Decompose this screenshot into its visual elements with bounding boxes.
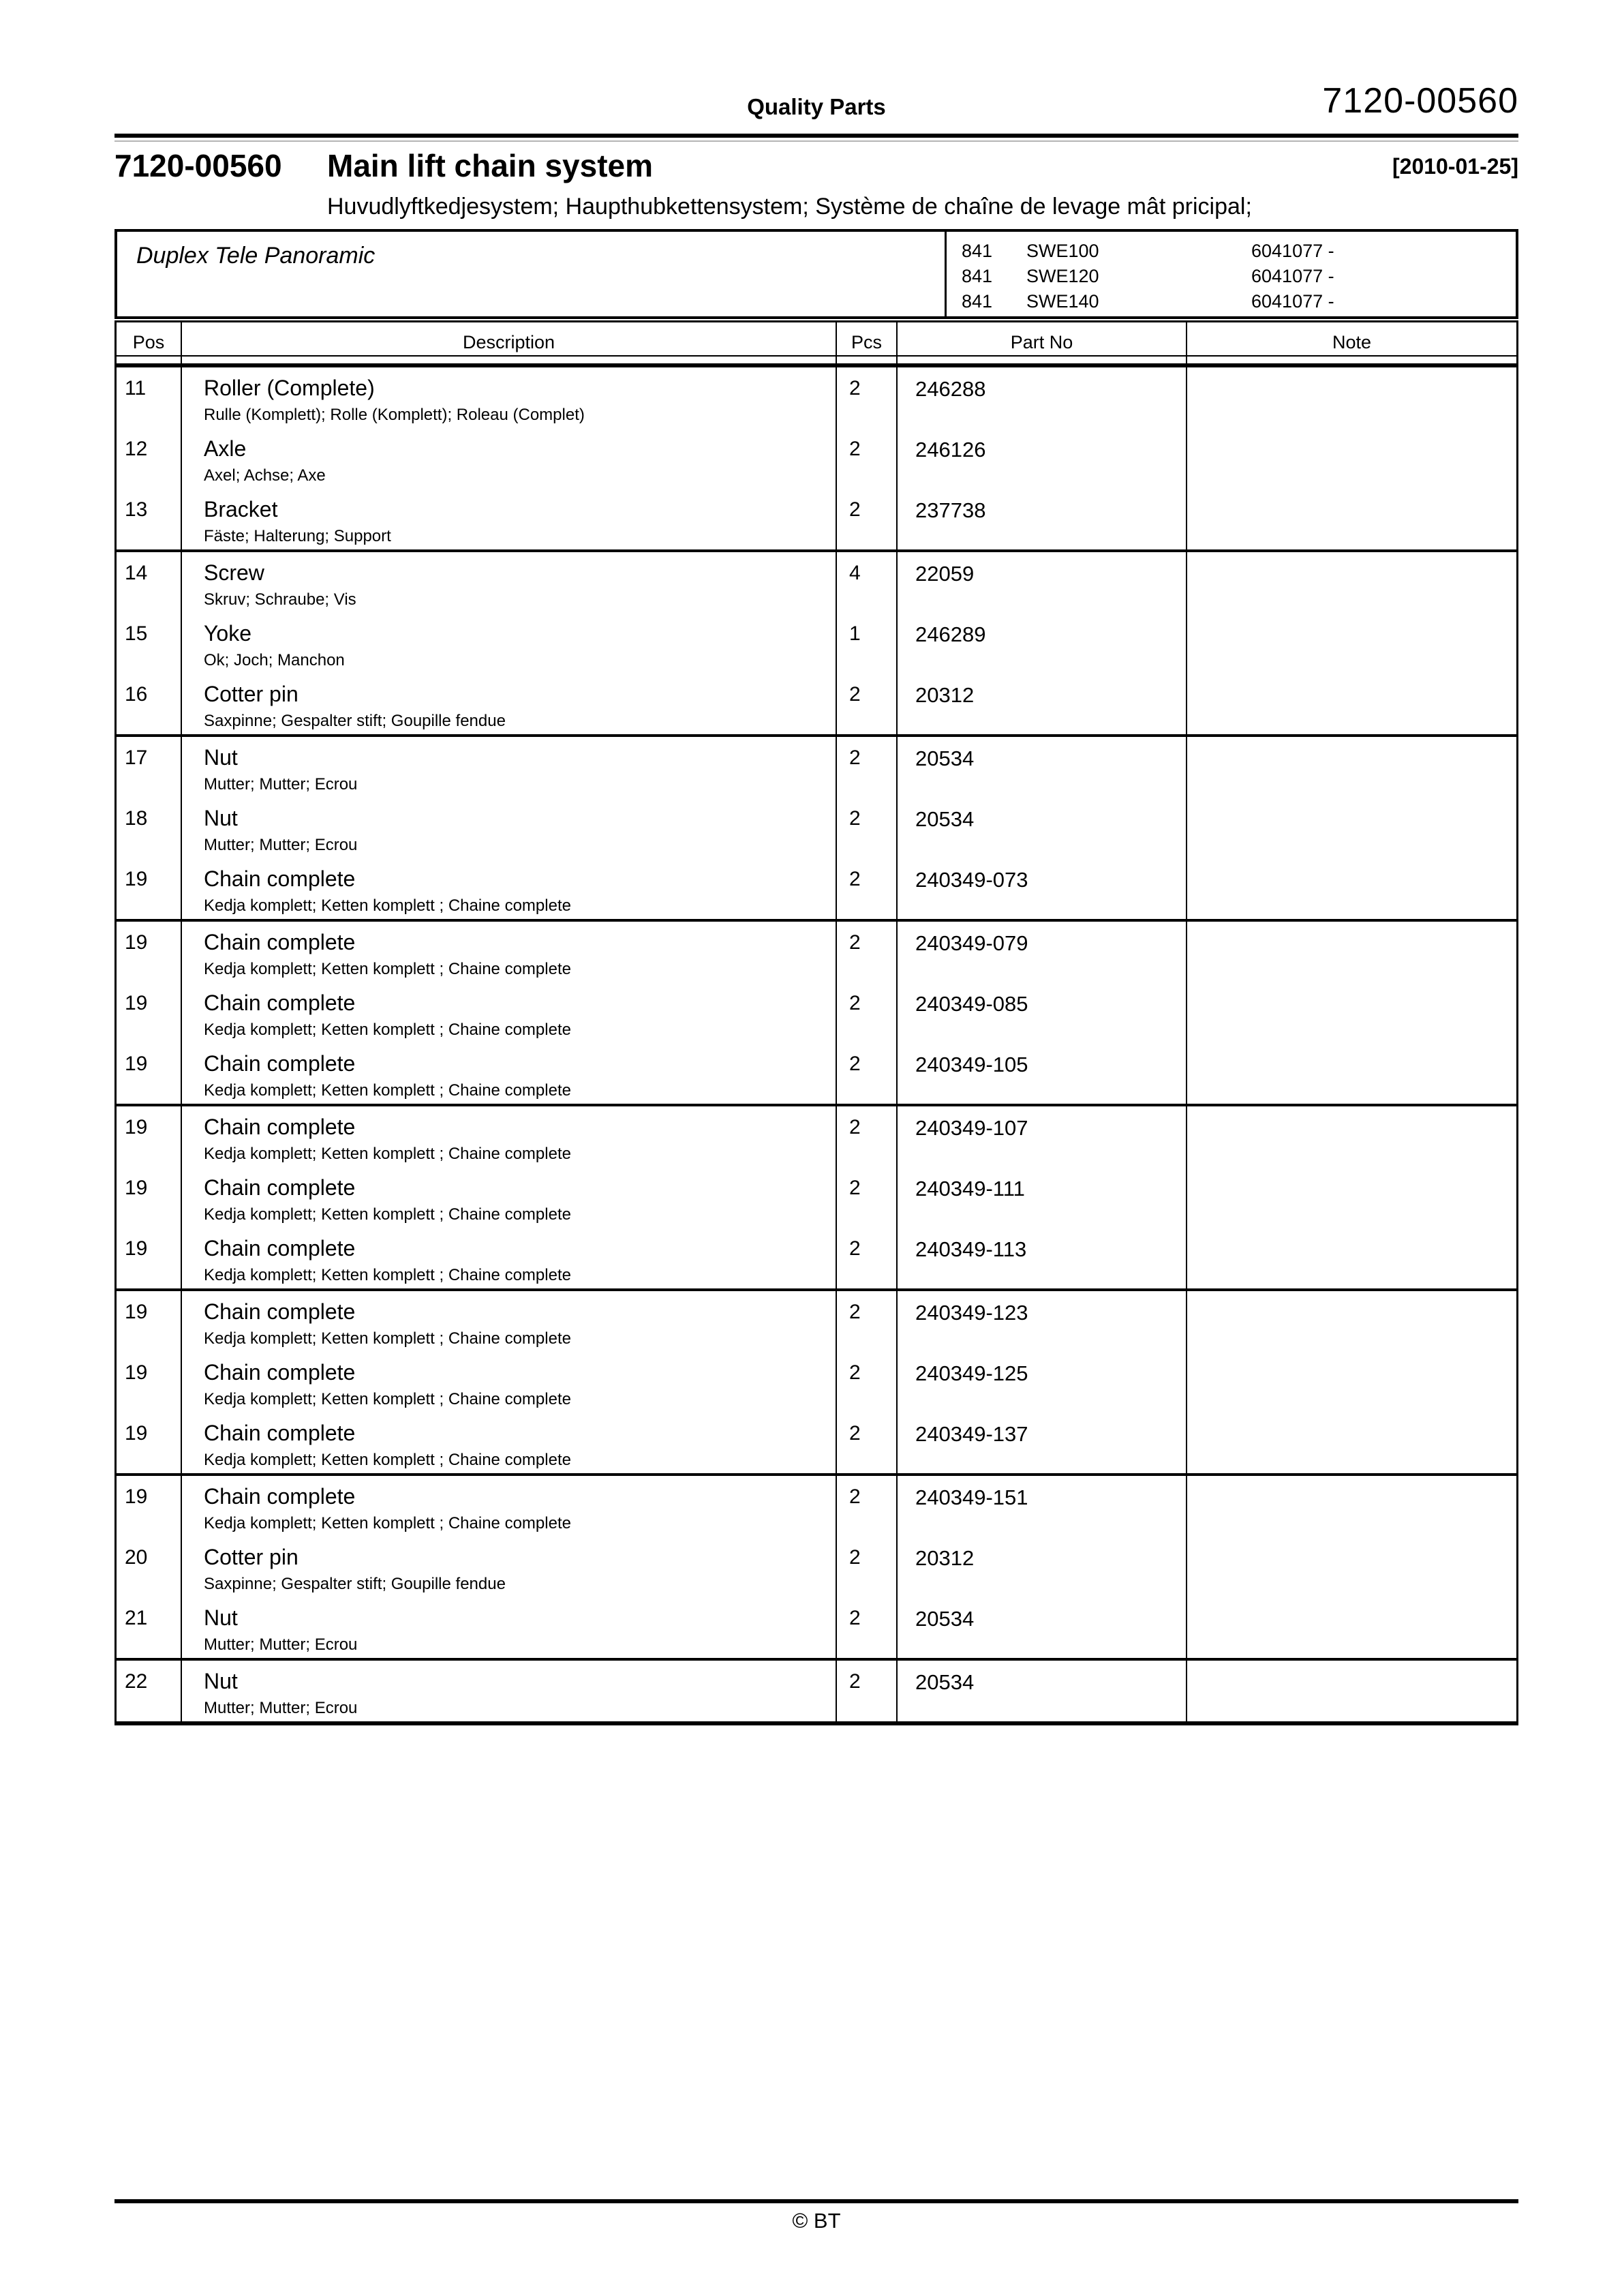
cell-note bbox=[1187, 1167, 1516, 1228]
cell-description bbox=[182, 428, 837, 489]
cell-part-no: 240349-123 bbox=[898, 1291, 1187, 1352]
header-rule-shadow bbox=[114, 140, 1518, 142]
cell-description bbox=[182, 1661, 837, 1721]
cell-pcs: 1 bbox=[837, 613, 898, 674]
variant-serial: 6041077 - bbox=[1251, 291, 1334, 312]
cell-note bbox=[1187, 552, 1516, 613]
description-main: Chain complete bbox=[204, 1051, 356, 1076]
table-row bbox=[117, 367, 1516, 428]
model-name-cell bbox=[117, 232, 947, 316]
description-translations: Kedja komplett; Ketten komplett ; Chaine complete bbox=[204, 1081, 571, 1100]
parts-table-header bbox=[117, 322, 1516, 357]
variant-row bbox=[962, 264, 1516, 289]
column-header-pos: Pos bbox=[117, 322, 182, 357]
description-translations: Kedja komplett; Ketten komplett ; Chaine complete bbox=[204, 1145, 571, 1163]
table-row bbox=[117, 613, 1516, 674]
description-main: Chain complete bbox=[204, 1484, 356, 1509]
cell-pcs: 2 bbox=[837, 428, 898, 489]
cell-description bbox=[182, 922, 837, 982]
cell-description bbox=[182, 858, 837, 919]
table-row bbox=[117, 1597, 1516, 1658]
cell-description bbox=[182, 552, 837, 613]
variant-model: SWE120 bbox=[1026, 266, 1099, 286]
table-row bbox=[117, 1661, 1516, 1721]
cell-part-no: 20534 bbox=[898, 1661, 1187, 1721]
cell-note bbox=[1187, 367, 1516, 428]
description-translations: Kedja komplett; Ketten komplett ; Chaine complete bbox=[204, 1021, 571, 1039]
cell-pcs: 2 bbox=[837, 1537, 898, 1597]
model-box bbox=[114, 229, 1518, 319]
row-group bbox=[117, 549, 1516, 734]
description-translations: Mutter; Mutter; Ecrou bbox=[204, 1699, 358, 1717]
cell-pcs: 2 bbox=[837, 1661, 898, 1721]
cell-pos: 19 bbox=[117, 1106, 182, 1167]
parts-table bbox=[114, 320, 1518, 1725]
cell-description bbox=[182, 1413, 837, 1473]
description-translations: Kedja komplett; Ketten komplett ; Chaine complete bbox=[204, 960, 571, 978]
cell-pcs: 2 bbox=[837, 1043, 898, 1104]
cell-note bbox=[1187, 1352, 1516, 1413]
cell-pos: 19 bbox=[117, 922, 182, 982]
cell-part-no: 240349-085 bbox=[898, 982, 1187, 1043]
cell-note bbox=[1187, 858, 1516, 919]
cell-description bbox=[182, 1291, 837, 1352]
cell-description bbox=[182, 1537, 837, 1597]
row-group bbox=[117, 919, 1516, 1104]
table-row bbox=[117, 1106, 1516, 1167]
cell-description bbox=[182, 798, 837, 858]
description-main: Roller (Complete) bbox=[204, 376, 375, 400]
footer-rule bbox=[114, 2199, 1518, 2203]
cell-description bbox=[182, 1167, 837, 1228]
table-row bbox=[117, 674, 1516, 734]
table-row bbox=[117, 1537, 1516, 1597]
cell-description bbox=[182, 982, 837, 1043]
variant-serial: 6041077 - bbox=[1251, 266, 1334, 286]
cell-pos: 19 bbox=[117, 1413, 182, 1473]
cell-part-no: 246126 bbox=[898, 428, 1187, 489]
cell-pcs: 2 bbox=[837, 674, 898, 734]
cell-note bbox=[1187, 1537, 1516, 1597]
table-row bbox=[117, 489, 1516, 549]
cell-description bbox=[182, 489, 837, 549]
description-main: Chain complete bbox=[204, 866, 356, 891]
cell-description bbox=[182, 1228, 837, 1288]
cell-part-no: 240349-151 bbox=[898, 1476, 1187, 1537]
cell-pcs: 2 bbox=[837, 1291, 898, 1352]
table-row bbox=[117, 922, 1516, 982]
description-main: Chain complete bbox=[204, 1421, 356, 1445]
table-row bbox=[117, 1291, 1516, 1352]
cell-part-no: 240349-107 bbox=[898, 1106, 1187, 1167]
page-header-label: Quality Parts bbox=[747, 94, 886, 119]
row-group bbox=[117, 734, 1516, 919]
description-translations: Mutter; Mutter; Ecrou bbox=[204, 836, 358, 854]
cell-pos: 22 bbox=[117, 1661, 182, 1721]
cell-pcs: 2 bbox=[837, 489, 898, 549]
table-row bbox=[117, 428, 1516, 489]
cell-note bbox=[1187, 489, 1516, 549]
description-main: Chain complete bbox=[204, 1175, 356, 1200]
cell-pos: 19 bbox=[117, 1043, 182, 1104]
description-translations: Kedja komplett; Ketten komplett ; Chaine complete bbox=[204, 1451, 571, 1469]
row-group bbox=[117, 1473, 1516, 1658]
cell-pcs: 2 bbox=[837, 367, 898, 428]
description-translations: Kedja komplett; Ketten komplett ; Chaine complete bbox=[204, 896, 571, 915]
cell-description bbox=[182, 1106, 837, 1167]
description-main: Screw bbox=[204, 560, 264, 585]
cell-description bbox=[182, 613, 837, 674]
cell-pcs: 2 bbox=[837, 1413, 898, 1473]
row-group bbox=[117, 1658, 1516, 1721]
cell-pos: 16 bbox=[117, 674, 182, 734]
cell-part-no: 20534 bbox=[898, 798, 1187, 858]
cell-pos: 13 bbox=[117, 489, 182, 549]
page-subtitle: Huvudlyftkedjesystem; Haupthubkettensystem; Système de chaîne de levage mât pricipal; bbox=[327, 194, 1252, 220]
cell-part-no: 20312 bbox=[898, 1537, 1187, 1597]
table-row bbox=[117, 737, 1516, 798]
cell-part-no: 20312 bbox=[898, 674, 1187, 734]
row-group bbox=[117, 1104, 1516, 1288]
table-row bbox=[117, 552, 1516, 613]
cell-pcs: 2 bbox=[837, 1597, 898, 1658]
cell-part-no: 240349-079 bbox=[898, 922, 1187, 982]
description-main: Nut bbox=[204, 1605, 238, 1630]
variant-model: SWE100 bbox=[1026, 241, 1099, 261]
cell-part-no: 20534 bbox=[898, 1597, 1187, 1658]
cell-note bbox=[1187, 1476, 1516, 1537]
cell-part-no: 240349-105 bbox=[898, 1043, 1187, 1104]
description-translations: Ok; Joch; Manchon bbox=[204, 651, 345, 669]
cell-description bbox=[182, 367, 837, 428]
cell-pcs: 2 bbox=[837, 737, 898, 798]
cell-pos: 21 bbox=[117, 1597, 182, 1658]
table-row bbox=[117, 1043, 1516, 1104]
description-main: Cotter pin bbox=[204, 1545, 299, 1569]
variant-code: 841 bbox=[962, 266, 993, 286]
description-translations: Axel; Achse; Axe bbox=[204, 466, 326, 485]
cell-note bbox=[1187, 737, 1516, 798]
description-main: Chain complete bbox=[204, 991, 356, 1015]
cell-note bbox=[1187, 1661, 1516, 1721]
cell-part-no: 246288 bbox=[898, 367, 1187, 428]
cell-pos: 19 bbox=[117, 1167, 182, 1228]
variant-row bbox=[962, 289, 1516, 314]
table-row bbox=[117, 858, 1516, 919]
description-main: Bracket bbox=[204, 497, 278, 522]
description-translations: Kedja komplett; Ketten komplett ; Chaine complete bbox=[204, 1329, 571, 1348]
cell-description bbox=[182, 1043, 837, 1104]
table-row bbox=[117, 1413, 1516, 1473]
cell-note bbox=[1187, 1106, 1516, 1167]
cell-pos: 18 bbox=[117, 798, 182, 858]
cell-pos: 19 bbox=[117, 982, 182, 1043]
cell-pos: 19 bbox=[117, 1476, 182, 1537]
description-translations: Rulle (Komplett); Rolle (Komplett); Roleau (Complet) bbox=[204, 406, 585, 424]
cell-note bbox=[1187, 428, 1516, 489]
description-main: Nut bbox=[204, 1669, 238, 1693]
cell-note bbox=[1187, 1413, 1516, 1473]
description-main: Chain complete bbox=[204, 930, 356, 954]
parts-table-body bbox=[117, 365, 1516, 1721]
cell-pos: 17 bbox=[117, 737, 182, 798]
description-main: Chain complete bbox=[204, 1360, 356, 1385]
cell-description bbox=[182, 1352, 837, 1413]
description-main: Nut bbox=[204, 745, 238, 770]
page-header-doc-number: 7120-00560 bbox=[1322, 81, 1518, 121]
cell-pcs: 4 bbox=[837, 552, 898, 613]
footer-copyright: © BT bbox=[792, 2209, 841, 2233]
description-main: Yoke bbox=[204, 621, 251, 646]
table-row bbox=[117, 1476, 1516, 1537]
variant-serial: 6041077 - bbox=[1251, 241, 1334, 261]
cell-pcs: 2 bbox=[837, 1476, 898, 1537]
cell-note bbox=[1187, 1597, 1516, 1658]
description-main: Nut bbox=[204, 806, 238, 830]
cell-pcs: 2 bbox=[837, 922, 898, 982]
variant-row bbox=[962, 239, 1516, 264]
cell-part-no: 240349-113 bbox=[898, 1228, 1187, 1288]
cell-note bbox=[1187, 922, 1516, 982]
cell-pcs: 2 bbox=[837, 982, 898, 1043]
description-translations: Kedja komplett; Ketten komplett ; Chaine complete bbox=[204, 1266, 571, 1284]
cell-pos: 20 bbox=[117, 1537, 182, 1597]
table-row bbox=[117, 1167, 1516, 1228]
cell-part-no: 240349-073 bbox=[898, 858, 1187, 919]
cell-pos: 19 bbox=[117, 1352, 182, 1413]
column-header-description: Description bbox=[182, 322, 837, 357]
assembly-number: 7120-00560 bbox=[114, 148, 282, 183]
variant-model: SWE140 bbox=[1026, 291, 1099, 312]
cell-part-no: 240349-137 bbox=[898, 1413, 1187, 1473]
table-row bbox=[117, 1352, 1516, 1413]
cell-part-no: 20534 bbox=[898, 737, 1187, 798]
table-row bbox=[117, 1228, 1516, 1288]
cell-part-no: 246289 bbox=[898, 613, 1187, 674]
description-translations: Mutter; Mutter; Ecrou bbox=[204, 775, 358, 794]
cell-pos: 19 bbox=[117, 858, 182, 919]
cell-pos: 12 bbox=[117, 428, 182, 489]
row-group bbox=[117, 365, 1516, 549]
description-main: Axle bbox=[204, 436, 247, 461]
cell-pos: 14 bbox=[117, 552, 182, 613]
description-translations: Kedja komplett; Ketten komplett ; Chaine complete bbox=[204, 1390, 571, 1408]
header-separator bbox=[117, 357, 1516, 365]
description-main: Chain complete bbox=[204, 1236, 356, 1260]
column-header-pcs: Pcs bbox=[837, 322, 898, 357]
row-group bbox=[117, 1288, 1516, 1473]
cell-description bbox=[182, 1476, 837, 1537]
cell-note bbox=[1187, 798, 1516, 858]
cell-pcs: 2 bbox=[837, 1167, 898, 1228]
description-translations: Saxpinne; Gespalter stift; Goupille fendue bbox=[204, 1575, 506, 1593]
cell-part-no: 22059 bbox=[898, 552, 1187, 613]
cell-note bbox=[1187, 613, 1516, 674]
model-name: Duplex Tele Panoramic bbox=[136, 243, 376, 269]
cell-pcs: 2 bbox=[837, 1352, 898, 1413]
cell-description bbox=[182, 674, 837, 734]
header-rule bbox=[114, 134, 1518, 138]
cell-description bbox=[182, 737, 837, 798]
description-main: Chain complete bbox=[204, 1115, 356, 1139]
cell-part-no: 237738 bbox=[898, 489, 1187, 549]
description-main: Chain complete bbox=[204, 1299, 356, 1324]
cell-note bbox=[1187, 982, 1516, 1043]
cell-description bbox=[182, 1597, 837, 1658]
description-main: Cotter pin bbox=[204, 682, 299, 706]
cell-note bbox=[1187, 1228, 1516, 1288]
cell-pos: 11 bbox=[117, 367, 182, 428]
cell-part-no: 240349-125 bbox=[898, 1352, 1187, 1413]
cell-pcs: 2 bbox=[837, 1228, 898, 1288]
description-translations: Saxpinne; Gespalter stift; Goupille fendue bbox=[204, 712, 506, 730]
description-translations: Fäste; Halterung; Support bbox=[204, 527, 391, 545]
cell-pos: 19 bbox=[117, 1228, 182, 1288]
cell-pcs: 2 bbox=[837, 858, 898, 919]
cell-note bbox=[1187, 1043, 1516, 1104]
cell-note bbox=[1187, 674, 1516, 734]
page-title: Main lift chain system bbox=[327, 148, 654, 183]
cell-pos: 19 bbox=[117, 1291, 182, 1352]
cell-pcs: 2 bbox=[837, 798, 898, 858]
variant-code: 841 bbox=[962, 291, 993, 312]
description-translations: Kedja komplett; Ketten komplett ; Chaine complete bbox=[204, 1205, 571, 1224]
cell-pos: 15 bbox=[117, 613, 182, 674]
variant-code: 841 bbox=[962, 241, 993, 261]
column-header-part-no: Part No bbox=[898, 322, 1187, 357]
cell-part-no: 240349-111 bbox=[898, 1167, 1187, 1228]
description-translations: Skruv; Schraube; Vis bbox=[204, 590, 356, 609]
cell-note bbox=[1187, 1291, 1516, 1352]
model-variants-cell bbox=[947, 232, 1516, 316]
table-row bbox=[117, 798, 1516, 858]
column-header-note: Note bbox=[1187, 322, 1516, 357]
cell-pcs: 2 bbox=[837, 1106, 898, 1167]
revision-date: [2010-01-25] bbox=[1392, 154, 1518, 179]
table-row bbox=[117, 982, 1516, 1043]
description-translations: Mutter; Mutter; Ecrou bbox=[204, 1635, 358, 1654]
description-translations: Kedja komplett; Ketten komplett ; Chaine complete bbox=[204, 1514, 571, 1532]
